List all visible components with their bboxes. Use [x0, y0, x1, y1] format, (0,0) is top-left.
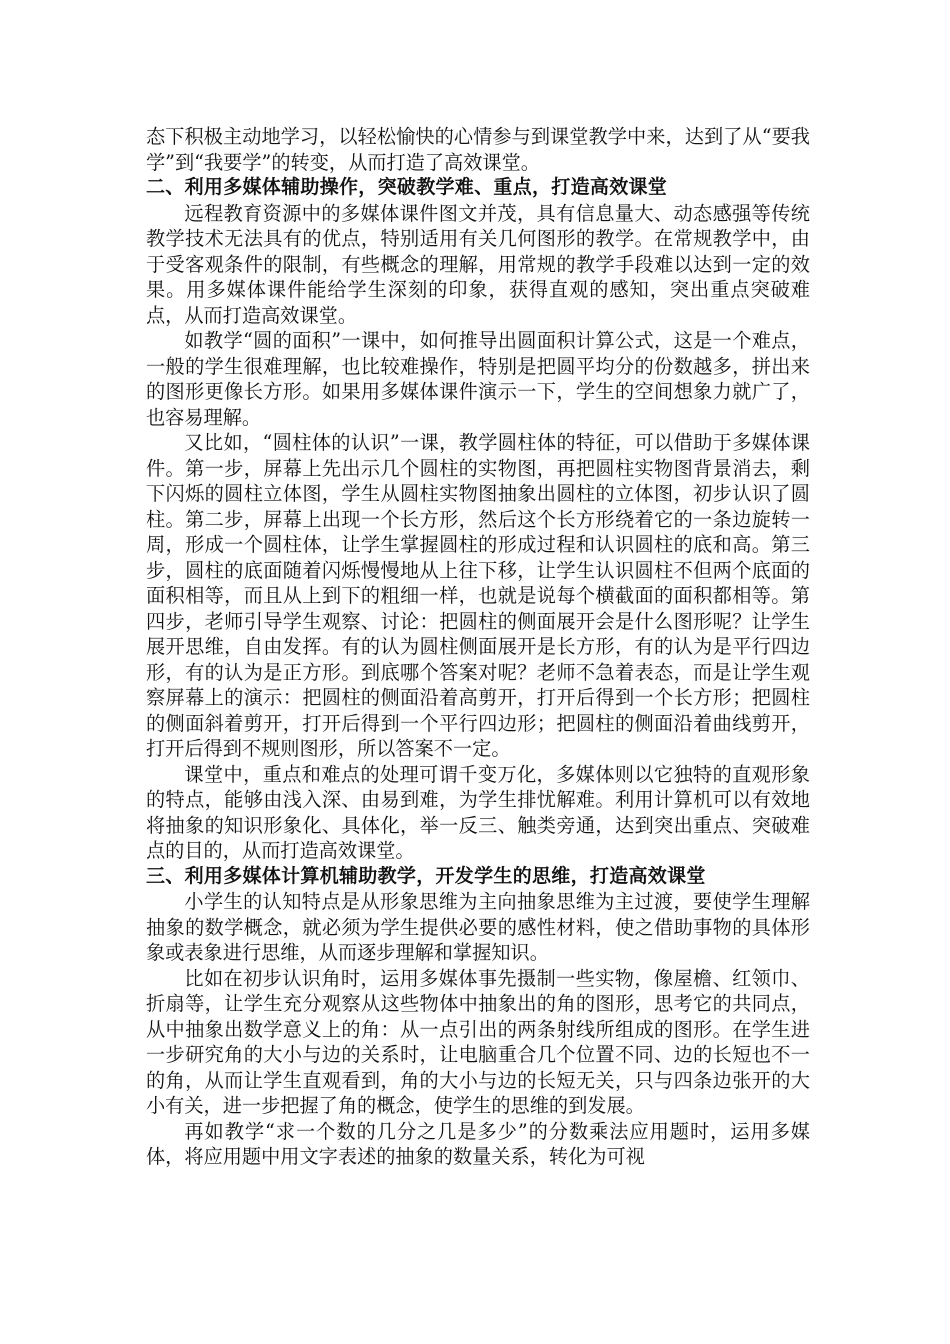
paragraph: 小学生的认知特点是从形象思维为主向抽象思维为主过渡，要使学生理解抽象的数学概念，就必须为学生提供必要的感性材料，使之借助事物的具体形象或表象进行思维，从而逐步理解和掌握知识。 [146, 890, 810, 964]
paragraph: 比如在初步认识角时，运用多媒体事先摄制一些实物，像屋檐、红领巾、折扇等，让学生充分观察从这些物体中抽象出的角的图形，思考它的共同点，从中抽象出数学意义上的角：从一点引出的两条射线所组成的图形。在学生进一步研究角的大小与边的关系时，让电脑重合几个位置不同、边的长短也不一的角，从而让学生直观看到，角的大小与边的长短无关，只与四条边张开的大小有关，进一步把握了角的概念，使学生的思维的到发展。 [146, 966, 810, 1117]
paragraph: 如教学“圆的面积”一课中，如何推导出圆面积计算公式，这是一个难点，一般的学生很难理解，也比较难操作，特别是把圆平均分的份数越多，拼出来的图形更像长方形。如果用多媒体课件演示一下，学生的空间想象力就广了，也容易理解。 [146, 329, 810, 429]
paragraph-continuation: 态下积极主动地学习，以轻松愉快的心情参与到课堂教学中来，达到了从“要我学”到“我要学”的转变，从而打造了高效课堂。 [146, 125, 810, 174]
paragraph: 又比如，“圆柱体的认识”一课，教学圆柱体的特征，可以借助于多媒体课件。第一步，屏幕上先出示几个圆柱的实物图，再把圆柱实物图背景消去，剩下闪烁的圆柱立体图，学生从圆柱实物图抽象出圆柱的立体图，初步认识了圆柱。第二步，屏幕上出现一个长方形，然后这个长方形绕着它的一条边旋转一周，形成一个圆柱体，让学生掌握圆柱的形成过程和认识圆柱的底和高。第三步，圆柱的底面随着闪烁慢慢地从上往下移，让学生认识圆柱不但两个底面的面积相等，而且从上到下的粗细一样，也就是说每个横截面的面积都相等。第四步，老师引导学生观察、讨论：把圆柱的侧面展开会是什么图形呢？让学生展开思维，自由发挥。有的认为圆柱侧面展开是长方形，有的认为是平行四边形，有的认为是正方形。到底哪个答案对呢？老师不急着表态，而是让学生观察屏幕上的演示：把圆柱的侧面沿着高剪开，打开后得到一个长方形；把圆柱的侧面斜着剪开，打开后得到一个平行四边形；把圆柱的侧面沿着曲线剪开，打开后得到不规则图形，所以答案不一定。 [146, 431, 810, 760]
section-heading-3: 三、利用多媒体计算机辅助教学，开发学生的思维，打造高效课堂 [146, 864, 706, 887]
document-page [146, 124, 810, 1170]
paragraph: 远程教育资源中的多媒体课件图文并茂，具有信息量大、动态感强等传统教学技术无法具有的优点，特别适用有关几何图形的教学。在常规教学中，由于受客观条件的限制，有些概念的理解，用常规的教学手段难以达到一定的效果。用多媒体课件能给学生深刻的印象，获得直观的感知，突出重点突破难点，从而打造高效课堂。 [146, 201, 810, 327]
paragraph: 课堂中，重点和难点的处理可谓千变万化，多媒体则以它独特的直观形象的特点，能够由浅入深、由易到难，为学生排忧解难。利用计算机可以有效地将抽象的知识形象化、具体化，举一反三、触类旁通，达到突出重点、突破难点的目的，从而打造高效课堂。 [146, 762, 810, 862]
section-heading-2: 二、利用多媒体辅助操作，突破教学难、重点，打造高效课堂 [146, 176, 668, 198]
paragraph: 再如教学“求一个数的几分之几是多少”的分数乘法应用题时，运用多媒体，将应用题中用文字表述的抽象的数量关系，转化为可视 [146, 1119, 810, 1168]
